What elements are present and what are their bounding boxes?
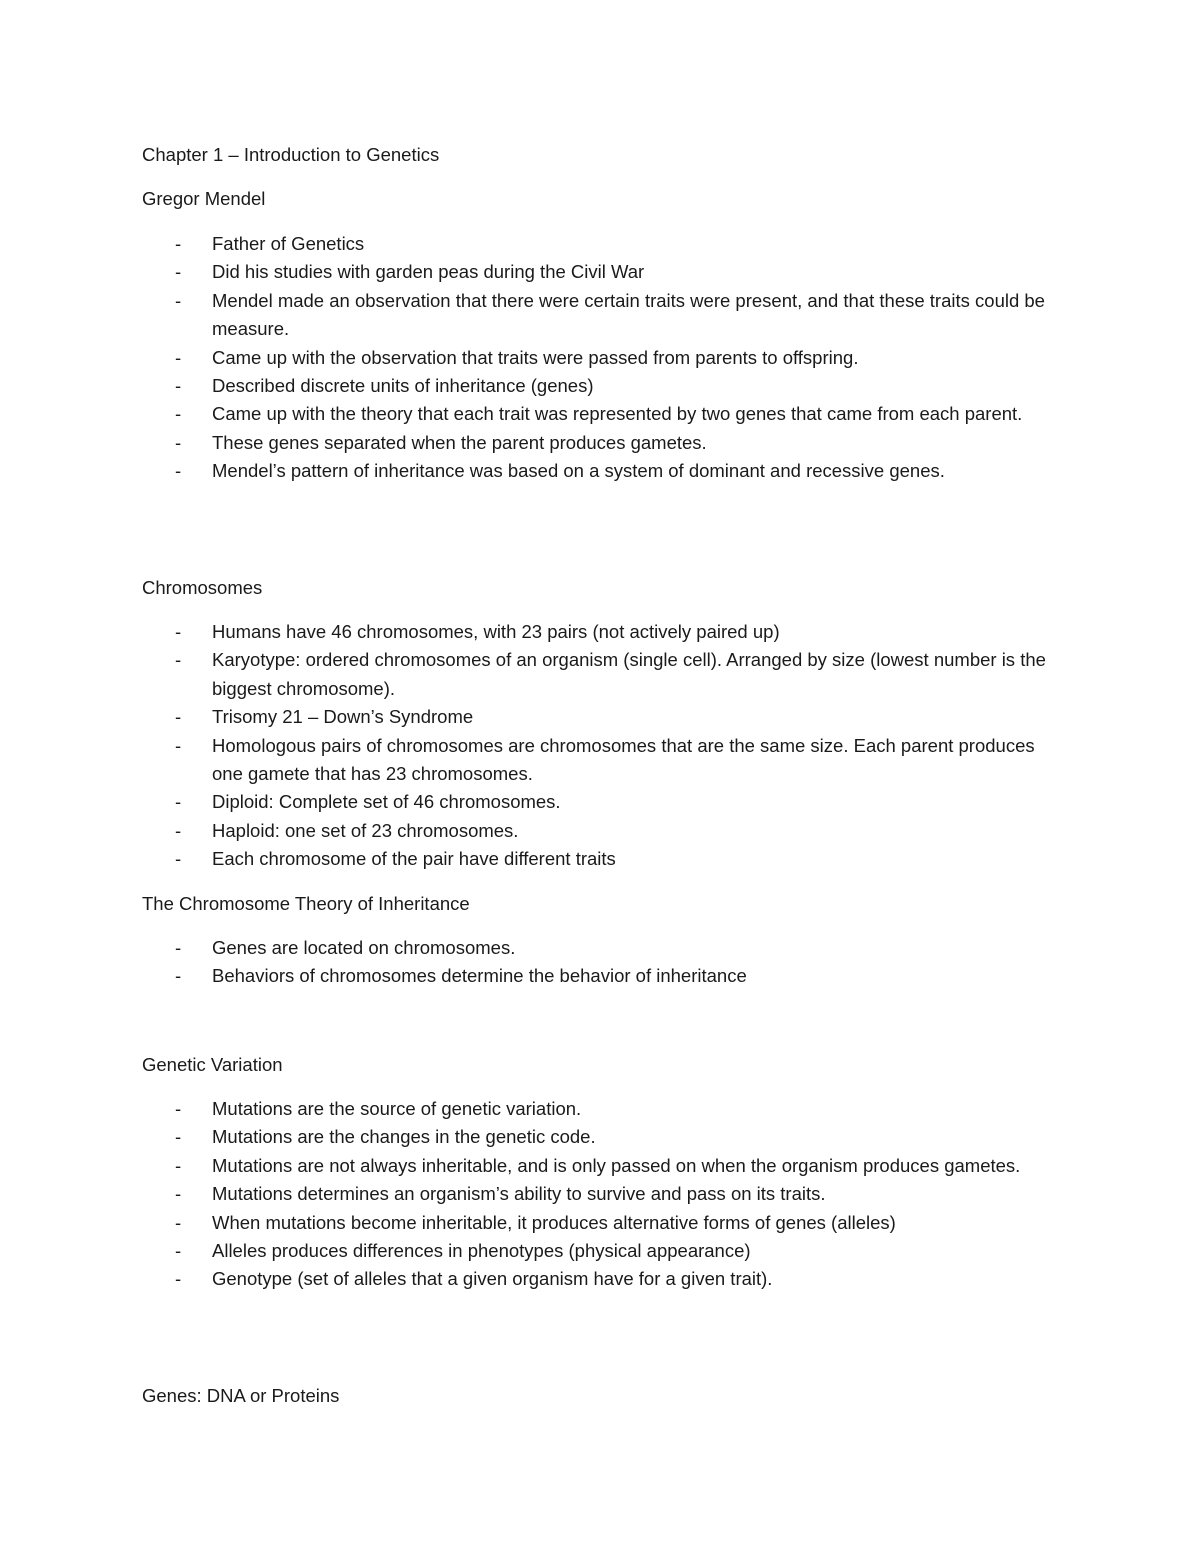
list-item-text: Genes are located on chromosomes. bbox=[212, 937, 516, 958]
list-item bbox=[142, 646, 1062, 703]
list-item bbox=[142, 287, 1062, 344]
list-item bbox=[142, 788, 1062, 816]
bullet-dash: - bbox=[175, 621, 182, 642]
section-heading-chromosomes: Chromosomes bbox=[142, 577, 263, 598]
list-item-text: Mendel’s pattern of inheritance was based on a system of dominant and recessive genes. bbox=[212, 460, 945, 482]
list-item-text: Described discrete units of inheritance (genes) bbox=[212, 375, 594, 397]
list-item bbox=[142, 372, 1062, 400]
bullet-dash: - bbox=[175, 460, 182, 482]
bullet-dash: - bbox=[175, 233, 182, 254]
section-heading-gregor-mendel: Gregor Mendel bbox=[142, 188, 266, 209]
list-item-text: Karyotype: ordered chromosomes of an organism (single cell). Arranged by size (lowest number is the biggest chromosome). bbox=[212, 649, 1046, 699]
bullet-dash: - bbox=[175, 791, 182, 813]
list-item bbox=[142, 429, 1062, 457]
bullet-dash: - bbox=[175, 1154, 182, 1176]
bullet-dash: - bbox=[175, 937, 182, 958]
bullet-dash: - bbox=[175, 965, 182, 987]
list-item bbox=[142, 1265, 1062, 1293]
bullet-dash: - bbox=[175, 289, 182, 311]
bullet-dash: - bbox=[175, 819, 182, 841]
bullet-dash: - bbox=[175, 431, 182, 453]
section-heading-genes-dna-proteins: Genes: DNA or Proteins bbox=[142, 1385, 340, 1406]
bullet-dash: - bbox=[175, 346, 182, 368]
list-item bbox=[142, 934, 1062, 962]
list-item bbox=[142, 732, 1062, 789]
list-item-text: Behaviors of chromosomes determine the behavior of inheritance bbox=[212, 965, 747, 987]
bullet-dash: - bbox=[175, 1211, 182, 1233]
bullet-list-gregor-mendel bbox=[142, 230, 1062, 486]
bullet-dash: - bbox=[175, 1240, 182, 1262]
list-item-text: Father of Genetics bbox=[212, 233, 365, 254]
list-item bbox=[142, 817, 1062, 845]
list-item-text: Mutations are not always inheritable, and is only passed on when the organism produces gametes. bbox=[212, 1154, 1021, 1176]
list-item-text: Mutations are the source of genetic variation. bbox=[212, 1098, 582, 1119]
list-item bbox=[142, 258, 1062, 286]
list-item bbox=[142, 400, 1062, 428]
list-item bbox=[142, 703, 1062, 731]
list-item bbox=[142, 230, 1062, 258]
list-item-text: When mutations become inheritable, it produces alternative forms of genes (alleles) bbox=[212, 1211, 896, 1233]
section-heading-chromosome-theory: The Chromosome Theory of Inheritance bbox=[142, 893, 470, 914]
bullet-dash: - bbox=[175, 1183, 182, 1205]
list-item-text: Diploid: Complete set of 46 chromosomes. bbox=[212, 791, 561, 813]
list-item-text: Haploid: one set of 23 chromosomes. bbox=[212, 819, 519, 841]
bullet-dash: - bbox=[175, 1098, 182, 1119]
list-item bbox=[142, 618, 1062, 646]
list-item-text: Homologous pairs of chromosomes are chromosomes that are the same size. Each parent produces one gamete that has 23 chromosomes. bbox=[212, 734, 1035, 785]
list-item-text: Humans have 46 chromosomes, with 23 pairs (not actively paired up) bbox=[212, 621, 780, 642]
list-item-text: Came up with the observation that traits were passed from parents to offspring. bbox=[212, 346, 859, 368]
list-item bbox=[142, 1237, 1062, 1265]
list-item-text: These genes separated when the parent produces gametes. bbox=[212, 431, 707, 453]
list-item-text: Alleles produces differences in phenotypes (physical appearance) bbox=[212, 1240, 751, 1262]
list-item bbox=[142, 1152, 1062, 1180]
list-item-text: Trisomy 21 – Down’s Syndrome bbox=[212, 706, 474, 728]
list-item-text: Genotype (set of alleles that a given organism have for a given trait). bbox=[212, 1268, 773, 1290]
bullet-dash: - bbox=[175, 706, 182, 728]
bullet-dash: - bbox=[175, 1268, 182, 1290]
list-item-text: Did his studies with garden peas during the Civil War bbox=[212, 261, 645, 283]
bullet-dash: - bbox=[175, 1126, 182, 1148]
bullet-dash: - bbox=[175, 403, 182, 425]
list-item bbox=[142, 845, 1062, 873]
list-item-text: Mutations determines an organism’s ability to survive and pass on its traits. bbox=[212, 1183, 826, 1205]
bullet-dash: - bbox=[175, 375, 182, 397]
bullet-dash: - bbox=[175, 848, 182, 870]
list-item bbox=[142, 1095, 1062, 1123]
bullet-list-chromosomes bbox=[142, 618, 1062, 874]
list-item bbox=[142, 1123, 1062, 1151]
list-item bbox=[142, 1209, 1062, 1237]
list-item bbox=[142, 962, 1062, 990]
bullet-list-chromosome-theory bbox=[142, 934, 1062, 991]
list-item-text: Mutations are the changes in the genetic code. bbox=[212, 1126, 596, 1148]
bullet-dash: - bbox=[175, 734, 182, 756]
list-item-text: Came up with the theory that each trait was represented by two genes that came from each parent. bbox=[212, 403, 1023, 425]
list-item bbox=[142, 1180, 1062, 1208]
bullet-dash: - bbox=[175, 649, 182, 671]
document-title: Chapter 1 – Introduction to Genetics bbox=[142, 144, 440, 165]
section-heading-genetic-variation: Genetic Variation bbox=[142, 1054, 283, 1075]
list-item bbox=[142, 344, 1062, 372]
bullet-list-genetic-variation bbox=[142, 1095, 1062, 1294]
list-item-text: Each chromosome of the pair have different traits bbox=[212, 848, 616, 870]
bullet-dash: - bbox=[175, 261, 182, 283]
list-item bbox=[142, 457, 1062, 485]
list-item-text: Mendel made an observation that there were certain traits were present, and that these traits could be measure. bbox=[212, 289, 1045, 340]
